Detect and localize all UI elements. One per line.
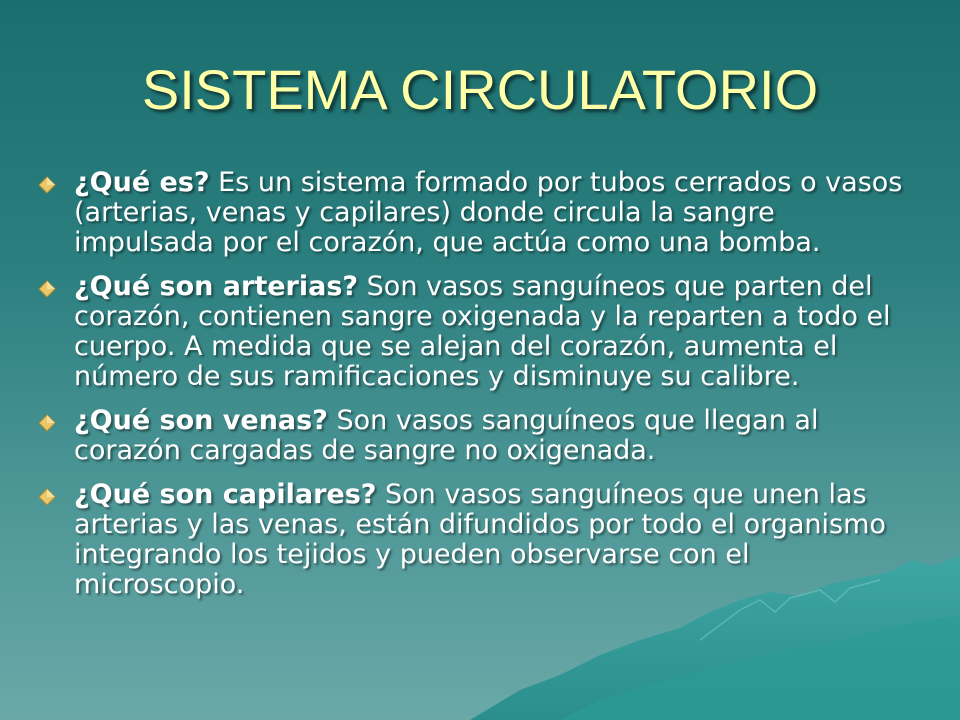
diamond-bullet-icon [36, 174, 58, 196]
diamond-bullet-icon [36, 412, 58, 434]
bullet-term: ¿Qué son venas? [74, 405, 328, 436]
diamond-bullet-icon [36, 486, 58, 508]
bullet-term: ¿Qué son arterias? [74, 271, 359, 302]
bullet-text: Son vasos sanguíneos que llegan al corazón cargadas de sangre no oxigenada. [74, 405, 819, 466]
bullet-item [36, 480, 906, 600]
bullet-text: Es un sistema formado por tubos cerrados o vasos (arterias, venas y capilares) donde circula la sangre impulsada por el corazón, que actúa como una bomba. [74, 167, 903, 258]
slide-title: SISTEMA CIRCULATORIO [141, 58, 819, 121]
bullet-term: ¿Qué son capilares? [74, 479, 377, 510]
bullet-item [36, 272, 906, 392]
bullet-list [36, 168, 906, 614]
bullet-text: Son vasos sanguíneos que unen las arterias y las venas, están difundidos por todo el organismo integrando los tejidos y pueden observarse con el microscopio. [74, 479, 886, 600]
bullet-term: ¿Qué es? [74, 167, 210, 198]
bullet-item [36, 406, 906, 466]
diamond-bullet-icon [36, 278, 58, 300]
bullet-text: Son vasos sanguíneos que parten del corazón, contienen sangre oxigenada y la reparten a todo el cuerpo. A medida que se alejan del corazón, aumenta el número de sus ramificaciones y disminuye su calibre. [74, 271, 891, 392]
bullet-item [36, 168, 906, 258]
